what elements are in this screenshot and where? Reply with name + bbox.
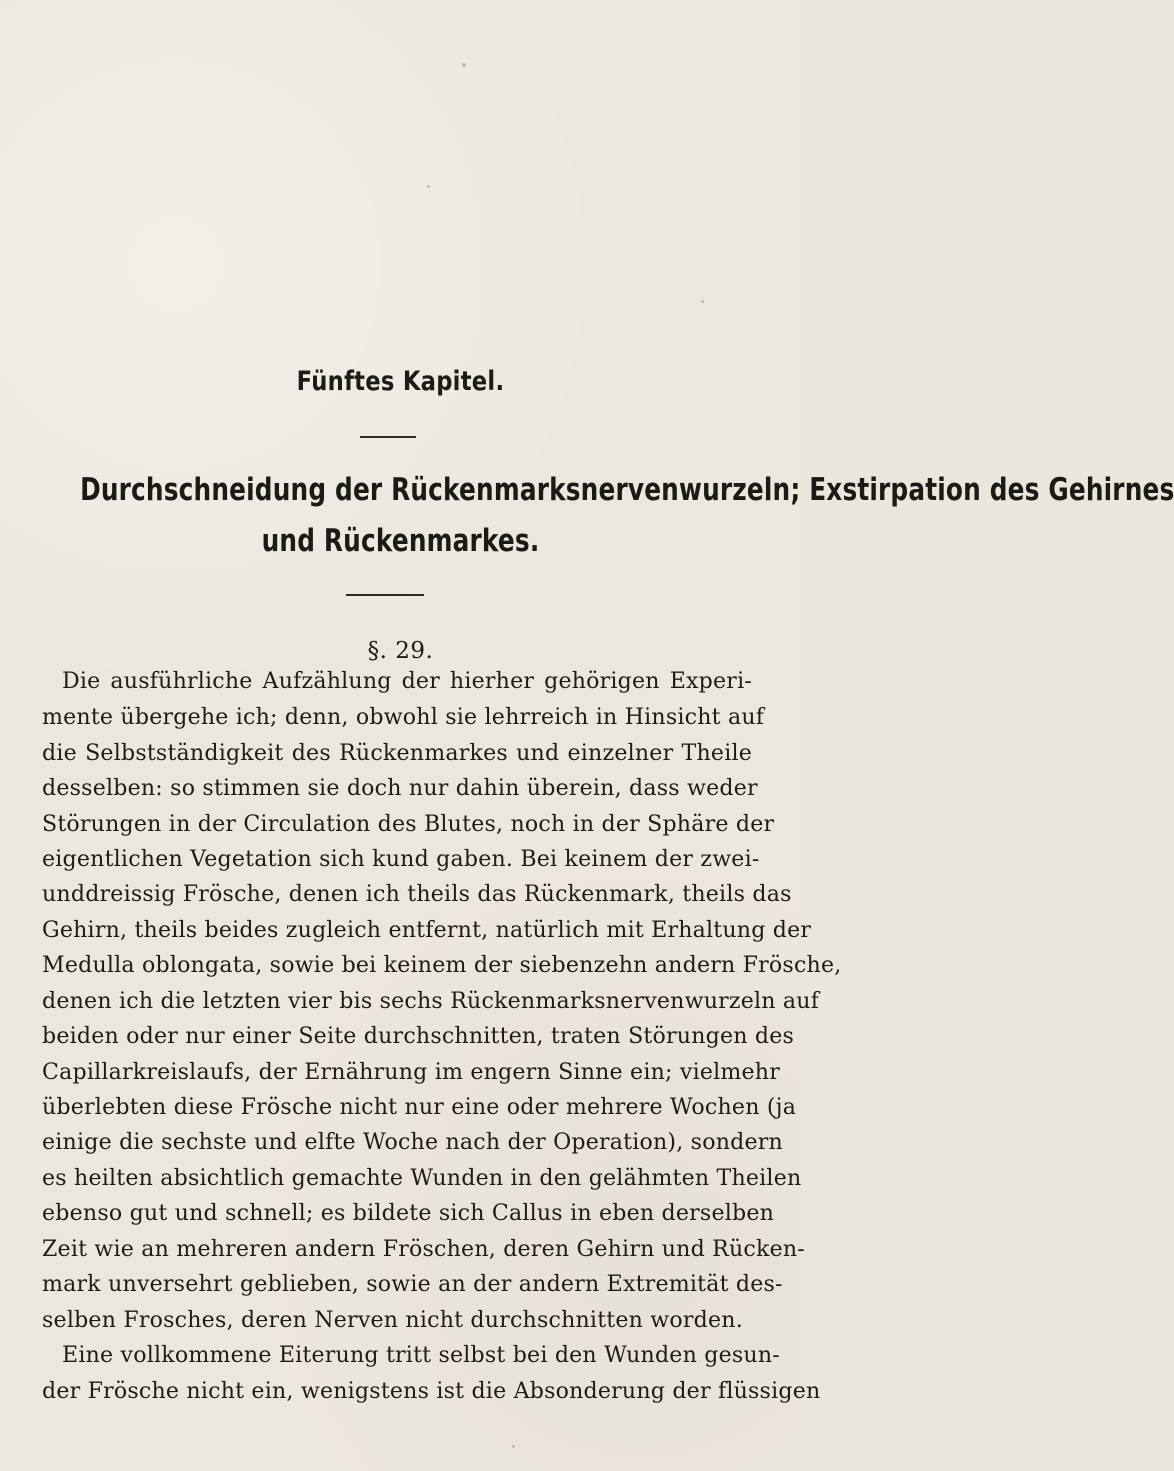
body-line-4: desselben: so stimmen sie doch nur dahin überein, dass weder: [42, 775, 758, 801]
body-line-1: Die ausführliche Aufzählung der hierher gehörigen Experi-: [62, 668, 752, 694]
body-line-17: Zeit wie an mehreren andern Fröschen, deren Gehirn und Rücken-: [42, 1236, 805, 1262]
body-line-6: eigentlichen Vegetation sich kund gaben. Bei keinem der zwei-: [42, 846, 760, 872]
chapter-heading-line-2: und Rückenmarkes.: [261, 523, 540, 559]
chapter-divider: [360, 436, 416, 438]
body-line-21: der Frösche nicht ein, wenigstens ist die Absonderung der flüssigen: [42, 1378, 821, 1404]
body-line-16: ebenso gut und schnell; es bildete sich Callus in eben derselben: [42, 1200, 775, 1226]
paper-speck: [427, 185, 430, 188]
body-line-14: einige die sechste und elfte Woche nach der Operation), sondern: [42, 1129, 783, 1155]
body-line-15: es heilten absichtlich gemachte Wunden in den gelähmten Theilen: [42, 1165, 802, 1191]
body-line-5: Störungen in der Circulation des Blutes, noch in der Sphäre der: [42, 811, 775, 837]
body-line-2: mente übergehe ich; denn, obwohl sie lehrreich in Hinsicht auf: [42, 704, 765, 730]
body-line-18: mark unversehrt geblieben, sowie an der andern Extremität des-: [42, 1271, 783, 1297]
heading-divider: [346, 594, 424, 596]
paper-speck: [512, 1445, 515, 1448]
body-line-10: denen ich die letzten vier bis sechs Rückenmarksnervenwurzeln auf: [42, 988, 820, 1014]
paper-speck: [701, 300, 704, 303]
body-line-13: überlebten diese Frösche nicht nur eine oder mehrere Wochen (ja: [42, 1094, 797, 1120]
chapter-title: Fünftes Kapitel.: [296, 366, 505, 397]
body-line-11: beiden oder nur einer Seite durchschnitten, traten Störungen des: [42, 1023, 795, 1049]
body-line-12: Capillarkreislaufs, der Ernährung im engern Sinne ein; vielmehr: [42, 1059, 780, 1085]
body-line-7: unddreissig Frösche, denen ich theils das Rückenmark, theils das: [42, 881, 792, 907]
body-line-19: selben Frosches, deren Nerven nicht durchschnitten worden.: [42, 1307, 743, 1333]
body-line-3: die Selbstständigkeit des Rückenmarkes und einzelner Theile: [42, 740, 752, 766]
chapter-heading-line-1: Durchschneidung der Rückenmarksnervenwurzeln; Exstirpation des Gehirnes: [80, 472, 1174, 508]
body-line-8: Gehirn, theils beides zugleich entfernt, natürlich mit Erhaltung der: [42, 917, 812, 943]
section-number: §. 29.: [367, 638, 434, 664]
body-line-9: Medulla oblongata, sowie bei keinem der siebenzehn andern Frösche,: [42, 952, 842, 978]
body-line-20: Eine vollkommene Eiterung tritt selbst bei den Wunden gesun-: [62, 1342, 780, 1368]
paper-speck: [462, 63, 466, 67]
